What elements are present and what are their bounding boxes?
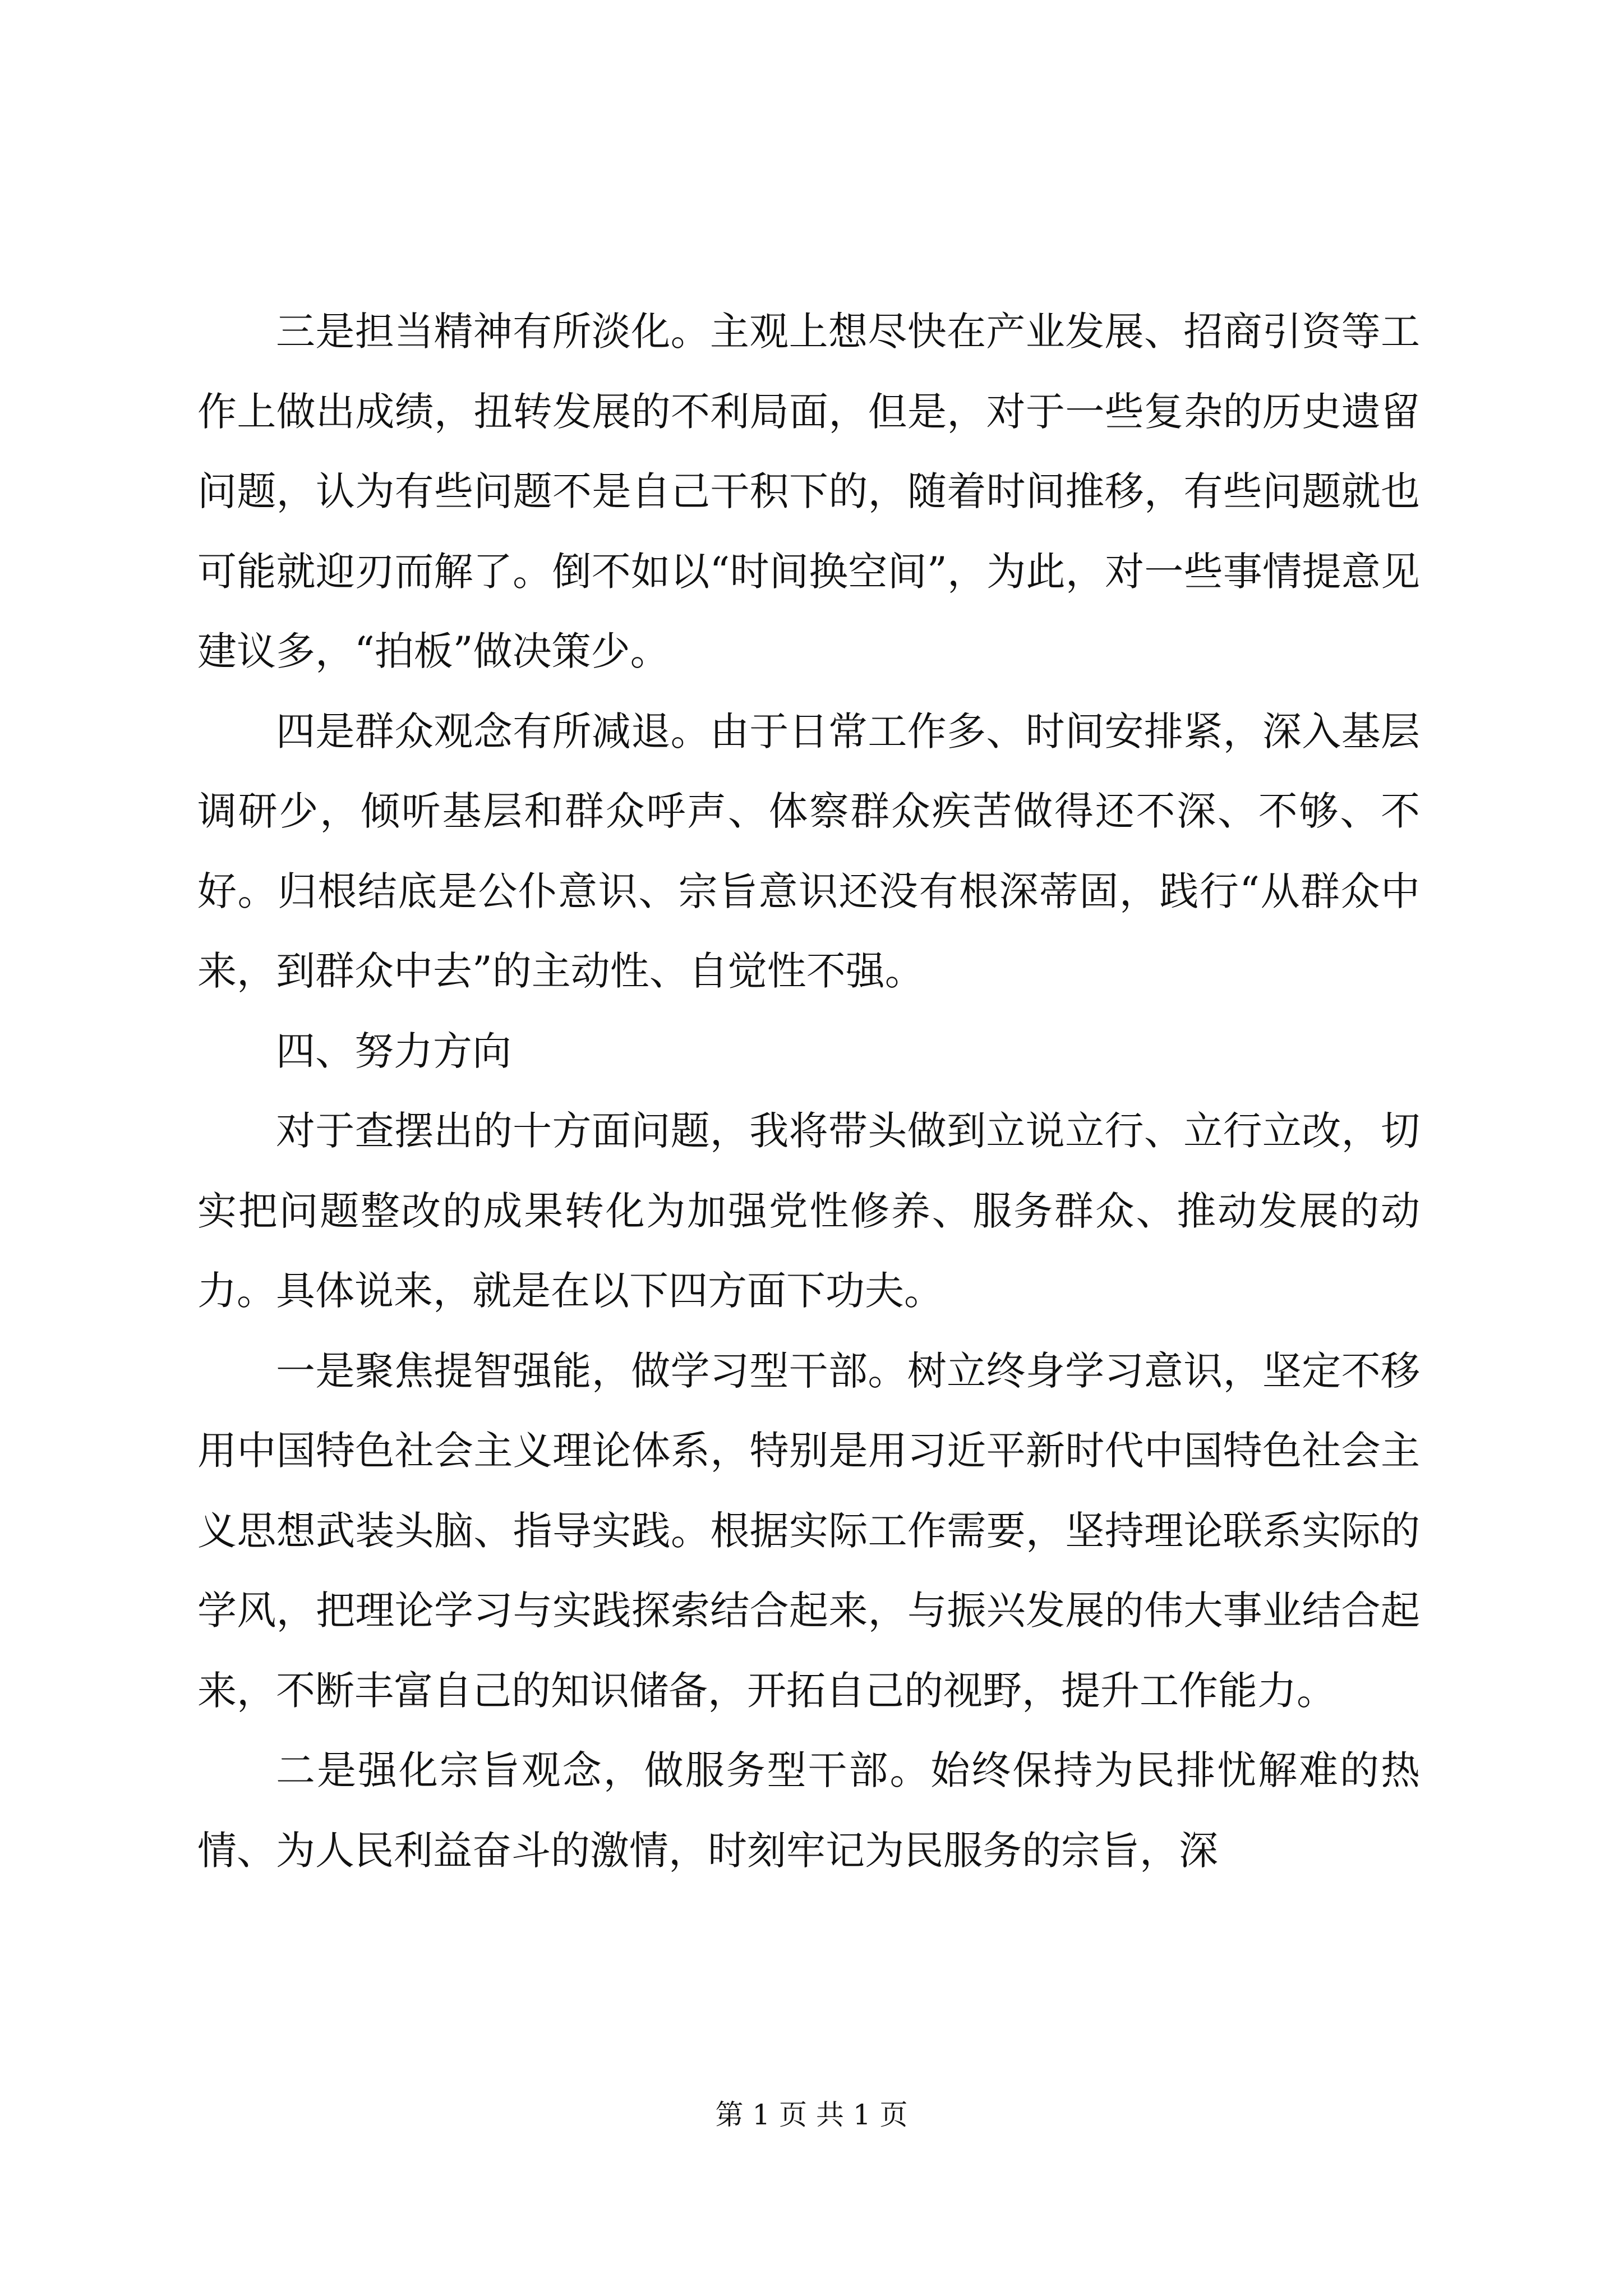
- paragraph-mass-concept: 四是群众观念有所减退。由于日常工作多、时间安排紧，深入基层调研少，倾听基层和群众呼声、体察群众疾苦做得还不深、不够、不好。归根结底是公仆意识、宗旨意识还没有根深蒂固，践行“从群众中来，到群众中去”的主动性、自觉性不强。: [197, 708, 1420, 994]
- paragraph-learning: 一是聚焦提智强能，做学习型干部。树立终身学习意识，坚定不移用中国特色社会主义理论体系，特别是用习近平新时代中国特色社会主义思想武装头脑、指导实践。根据实际工作需要，坚持理论联系实际的学风，把理论学习与实践探索结合起来，与振兴发展的伟大事业结合起来，不断丰富自己的知识储备，开拓自己的视野，提升工作能力。: [197, 1347, 1420, 1714]
- document-body: [197, 292, 1420, 1890]
- paragraph-rectification: 对于查摆出的十方面问题，我将带头做到立说立行、立行立改，切实把问题整改的成果转化为加强党性修养、服务群众、推动发展的动力。具体说来，就是在以下四方面下功夫。: [197, 1108, 1420, 1314]
- paragraph-responsibility: 三是担当精神有所淡化。主观上想尽快在产业发展、招商引资等工作上做出成绩，扭转发展的不利局面，但是，对于一些复杂的历史遗留问题，认为有些问题不是自己干积下的，随着时间推移，有些问题就也可能就迎刃而解了。倒不如以“时间换空间”，为此，对一些事情提意见建议多，“拍板”做决策少。: [197, 309, 1420, 674]
- paragraph-service: 二是强化宗旨观念，做服务型干部。始终保持为民排忧解难的热情、为人民利益奋斗的激情，时刻牢记为民服务的宗旨，深: [197, 1747, 1420, 1874]
- page-number-footer: 第 1 页 共 1 页: [715, 2099, 908, 2131]
- section-heading-direction: 四、努力方向: [276, 1028, 511, 1074]
